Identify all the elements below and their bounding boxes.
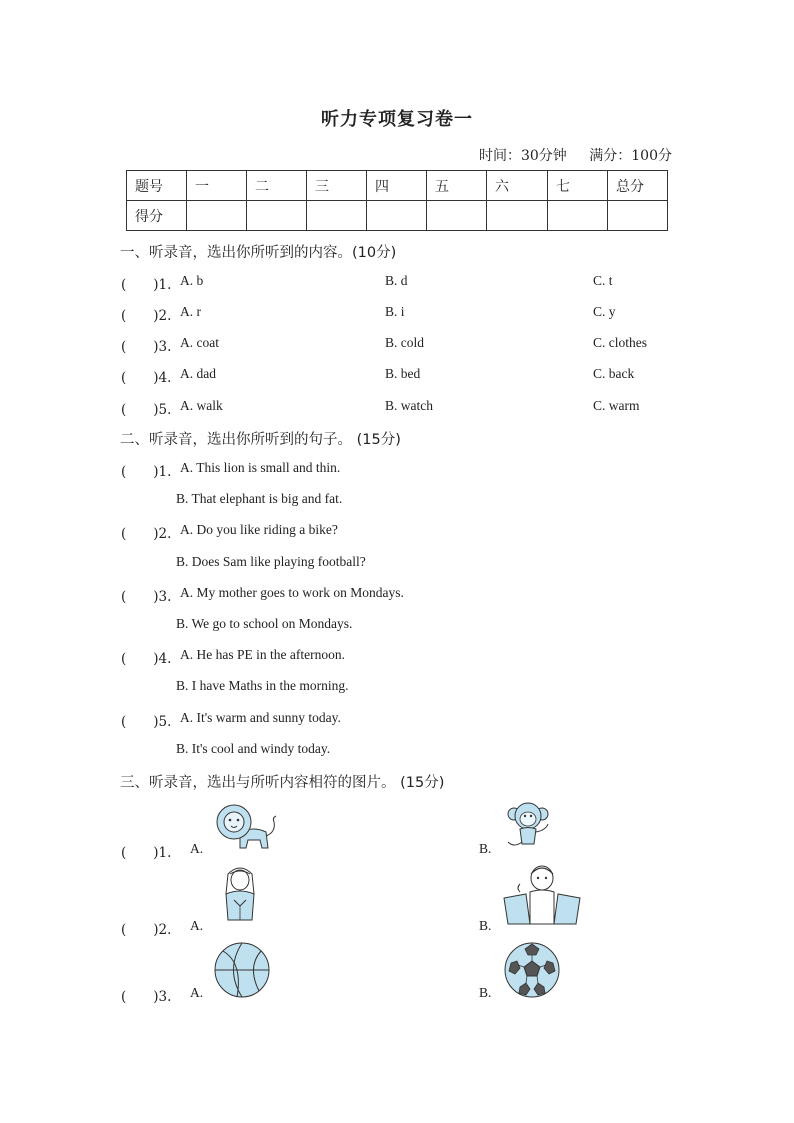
option-c[interactable]: C. back xyxy=(593,366,635,381)
option-b[interactable]: B. It's cool and windy today. xyxy=(176,741,331,756)
question-number: ( )1. xyxy=(121,277,172,293)
lion-picture[interactable] xyxy=(214,798,280,856)
option-a[interactable]: A. b xyxy=(180,273,204,288)
exam-full-score: 满分：100分 xyxy=(589,148,672,164)
question-number: ( )1. xyxy=(121,464,172,480)
option-c[interactable]: C. warm xyxy=(593,398,640,413)
score-cell[interactable] xyxy=(548,201,608,231)
option-b[interactable]: B. watch xyxy=(385,398,433,413)
score-header-cell: 三 xyxy=(307,171,367,201)
option-c[interactable]: C. y xyxy=(593,304,616,319)
option-b[interactable]: B. Does Sam like playing football? xyxy=(176,554,366,569)
option-c[interactable]: C. clothes xyxy=(593,335,647,350)
score-header-cell: 七 xyxy=(548,171,608,201)
score-header-cell: 四 xyxy=(367,171,427,201)
football-picture[interactable] xyxy=(503,941,561,999)
score-table-score-row xyxy=(127,201,668,231)
option-a[interactable]: A. r xyxy=(180,304,201,319)
option-b[interactable]: B. We go to school on Mondays. xyxy=(176,616,353,631)
option-b[interactable]: B. d xyxy=(385,273,408,288)
option-b[interactable]: B. cold xyxy=(385,335,424,350)
option-a-label[interactable]: A. xyxy=(190,841,204,856)
page-title: 听力专项复习卷一 xyxy=(321,109,473,130)
option-a[interactable]: A. coat xyxy=(180,335,219,350)
option-b-label[interactable]: B. xyxy=(479,841,492,856)
exam-meta xyxy=(461,145,672,165)
question-number: ( )2. xyxy=(121,526,172,542)
question-number: ( )5. xyxy=(121,402,172,418)
option-a[interactable]: A. Do you like riding a bike? xyxy=(180,522,338,537)
option-a[interactable]: A. My mother goes to work on Mondays. xyxy=(180,585,404,600)
option-b[interactable]: B. i xyxy=(385,304,405,319)
score-cell[interactable] xyxy=(367,201,427,231)
section3-heading: 三、听录音，选出与所听内容相符的图片。 (15分) xyxy=(120,775,445,791)
score-header-cell: 六 xyxy=(487,171,548,201)
option-a[interactable]: A. dad xyxy=(180,366,216,381)
option-a[interactable]: A. walk xyxy=(180,398,223,413)
question-number: ( )4. xyxy=(121,651,172,667)
question-number: ( )2. xyxy=(121,922,172,938)
score-cell[interactable] xyxy=(427,201,487,231)
option-b[interactable]: B. That elephant is big and fat. xyxy=(176,491,343,506)
question-number: ( )3. xyxy=(121,989,172,1005)
basketball-picture[interactable] xyxy=(213,941,271,999)
option-a-label[interactable]: A. xyxy=(190,918,204,933)
girl-cold-picture[interactable] xyxy=(216,864,264,922)
monkey-picture[interactable] xyxy=(500,798,556,854)
option-b[interactable]: B. I have Maths in the morning. xyxy=(176,678,349,693)
score-table xyxy=(126,170,668,231)
option-a-label[interactable]: A. xyxy=(190,985,204,1000)
option-c[interactable]: C. t xyxy=(593,273,613,288)
option-a[interactable]: A. He has PE in the afternoon. xyxy=(180,647,345,662)
score-cell[interactable] xyxy=(307,201,367,231)
score-cell[interactable] xyxy=(608,201,668,231)
option-b-label[interactable]: B. xyxy=(479,985,492,1000)
option-a[interactable]: A. This lion is small and thin. xyxy=(180,460,341,475)
score-header-cell: 题号 xyxy=(127,171,187,201)
question-number: ( )4. xyxy=(121,370,172,386)
girl-clothes-picture[interactable] xyxy=(500,862,584,926)
section2-heading: 二、听录音，选出你所听到的句子。 (15分) xyxy=(120,432,401,448)
exam-time: 时间：30分钟 xyxy=(478,148,567,164)
question-number: ( )3. xyxy=(121,339,172,355)
score-cell[interactable] xyxy=(247,201,307,231)
option-b-label[interactable]: B. xyxy=(479,918,492,933)
section1-heading: 一、听录音，选出你所听到的内容。(10分) xyxy=(120,245,397,261)
score-row-label: 得分 xyxy=(127,201,187,231)
score-header-cell: 总分 xyxy=(608,171,668,201)
score-cell[interactable] xyxy=(487,201,548,231)
question-number: ( )3. xyxy=(121,589,172,605)
score-header-cell: 二 xyxy=(247,171,307,201)
question-number: ( )1. xyxy=(121,845,172,861)
score-header-cell: 五 xyxy=(427,171,487,201)
option-a[interactable]: A. It's warm and sunny today. xyxy=(180,710,341,725)
score-cell[interactable] xyxy=(187,201,247,231)
score-table-header-row xyxy=(127,171,668,201)
question-number: ( )5. xyxy=(121,714,172,730)
option-b[interactable]: B. bed xyxy=(385,366,421,381)
question-number: ( )2. xyxy=(121,308,172,324)
score-header-cell: 一 xyxy=(187,171,247,201)
